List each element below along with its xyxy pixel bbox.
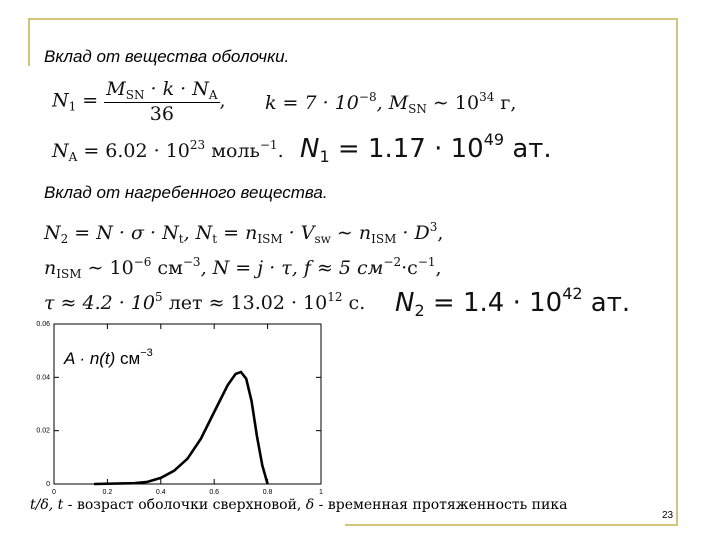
density-chart — [16, 314, 356, 499]
frame-top-line — [28, 18, 678, 20]
formula-n1: $N_1$ = $\frac{M_{SN} \cdot k \cdot N_A}{36}$ , — [52, 78, 226, 125]
frame-bottom-line — [345, 524, 678, 526]
chart-title: A · n(t) $см^{-3}$ — [64, 347, 153, 368]
x-tick-label: 1 — [319, 489, 323, 496]
heading-shell-contribution: Вклад от вещества оболочки. — [44, 47, 290, 66]
x-tick-label: 0.4 — [155, 489, 166, 496]
formula-density: $n_{ISM}$ ∼ $10^{-6}$ $см^{-3}$, N = j · τ, f ≈ 5 $см^{-2}\cdot с^{-1}$, — [44, 255, 442, 281]
x-tick-label: 0.8 — [262, 489, 273, 496]
x-tick-label: 0 — [52, 489, 56, 496]
result-n2: $N_2 = 1.4 \cdot 10^{42}$ ат. — [395, 284, 631, 320]
y-tick-label: 0.04 — [36, 374, 50, 382]
formula-avogadro: $N_A = 6.02 \cdot 10^{23}$ моль$^{-1}$. — [52, 138, 284, 164]
page-number: 23 — [662, 510, 674, 521]
x-tick-label: 0.6 — [209, 489, 220, 496]
x-tick-label: 0.2 — [102, 489, 113, 496]
formula-k-msn: $k = 7 \cdot 10^{-8}$, $M_{SN}$ ∼ $10^{34}$ г, — [265, 90, 517, 116]
formula-n1-fraction: $\frac{M_{SN} \cdot k \cdot N_A}{36}$ — [106, 78, 218, 125]
formula-tau: $\tau \approx 4.2 \cdot 10^5$ лет ≈ $13.02 \cdot 10^{12}$ с. — [44, 290, 366, 314]
formula-n2: $N_2 = N \cdot \sigma \cdot N_t$, $N_t = n_{ISM} \cdot V_{sw}$ ∼ $n_{ISM} \cdot D^3$, — [44, 220, 444, 246]
heading-swept-contribution: Вклад от нагребенного вещества. — [44, 183, 328, 202]
frame-right-line — [676, 18, 678, 526]
result-n1: $N_1 = 1.17 \cdot 10^{49}$ ат. — [300, 130, 552, 166]
y-tick-label: 0 — [46, 481, 50, 488]
frame-left-line — [28, 18, 30, 66]
caption: t/δ, t - возраст оболочки сверхновой, δ - временная протяженность пика — [30, 497, 568, 513]
y-tick-label: 0.02 — [36, 427, 50, 435]
density-curve — [94, 372, 268, 484]
y-tick-label: 0.06 — [36, 321, 50, 328]
